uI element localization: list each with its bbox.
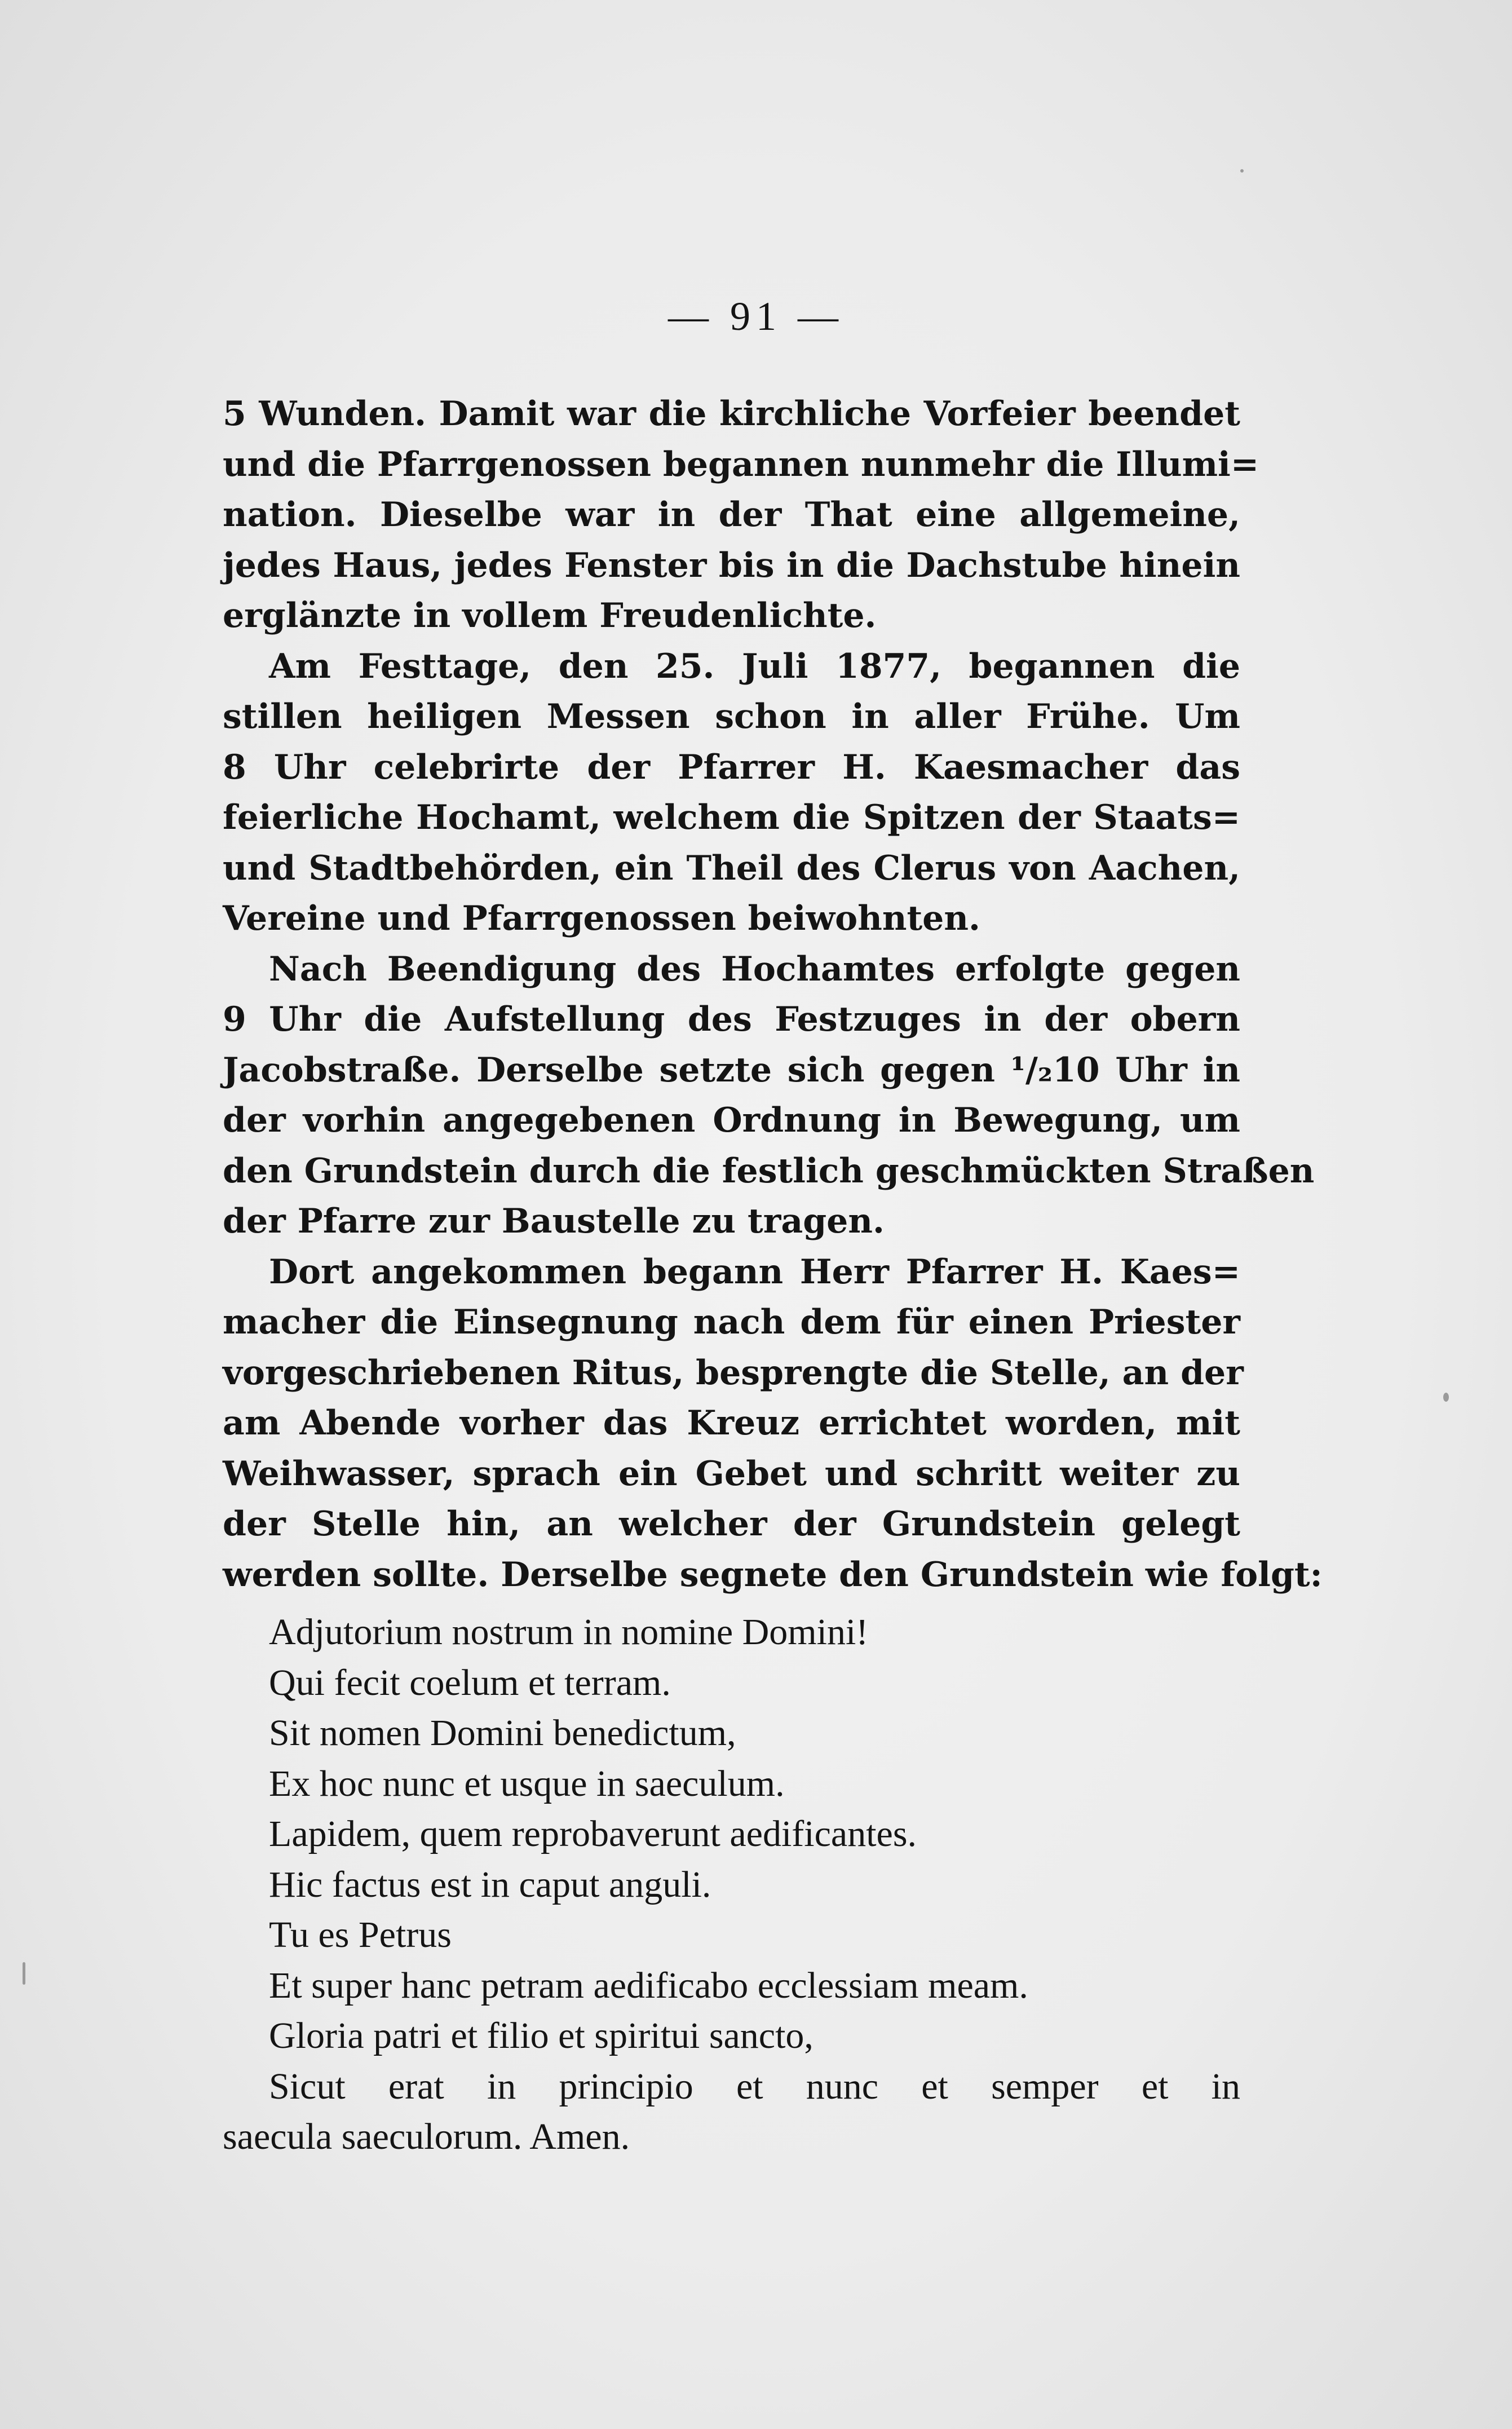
body-text [223,389,1323,1600]
text-line: der Stelle hin, an welcher der Grundstein gelegt [223,1504,1240,1544]
text-line: Jacobstraße. Derselbe setzte sich gegen ¹/₂10 Uhr in [223,1050,1240,1090]
text-line: nation. Dieselbe war in der That eine allgemeine, [223,495,1240,535]
text-line: werden sollte. Derselbe segnete den Grundstein wie folgt: [223,1554,1323,1595]
text-line: den Grundstein durch die festlich geschmückten Straßen [223,1151,1315,1191]
text-line: und die Pfarrgenossen begannen nunmehr die Illumi= [223,444,1259,484]
text-line: feierliche Hochamt, welchem die Spitzen der Staats= [223,798,1240,837]
text-line: jedes Haus, jedes Fenster bis in die Dachstube hinein [223,545,1240,585]
text-line: am Abende vorher das Kreuz errichtet worden, mit [223,1403,1240,1443]
text-line: Vereine und Pfarrgenossen beiwohnten. [223,899,980,938]
text-line: Am Festtage, den 25. Juli 1877, begannen die [269,646,1240,686]
latin-line: Adjutorium nostrum in nomine Domini! [269,1611,869,1653]
paper-speck [23,1962,25,1985]
text-line: Dort angekommen begann Herr Pfarrer H. Kaes= [269,1252,1240,1292]
latin-line: Sicut erat in principio et nunc et semper et in [269,2065,1240,2107]
latin-line: saecula saeculorum. Amen. [223,2116,630,2157]
latin-line: Hic factus est in caput anguli. [269,1863,711,1905]
latin-blessing [223,1607,1240,2162]
page-number: — 91 — [668,294,844,339]
latin-line: Sit nomen Domini benedictum, [269,1712,736,1754]
text-line: 9 Uhr die Aufstellung des Festzuges in der obern [223,1000,1240,1039]
text-line: 8 Uhr celebrirte der Pfarrer H. Kaesmacher das [223,747,1240,787]
text-line: macher die Einsegnung nach dem für einen Priester [223,1302,1240,1342]
latin-line: Tu es Petrus [269,1914,452,1955]
text-line: 5 Wunden. Damit war die kirchliche Vorfeier beendet [223,394,1240,434]
text-line: Weihwasser, sprach ein Gebet und schritt weiter zu [223,1454,1240,1494]
text-line: und Stadtbehörden, ein Theil des Clerus von Aachen, [223,848,1240,888]
latin-line: Et super hanc petram aedificabo ecclessiam meam. [269,1964,1028,2006]
latin-line: Lapidem, quem reprobaverunt aedificantes. [269,1813,917,1854]
text-line: der Pfarre zur Baustelle zu tragen. [223,1202,885,1241]
text-line: vorgeschriebenen Ritus, besprengte die Stelle, an der [223,1353,1244,1393]
latin-line: Qui fecit coelum et terram. [269,1662,671,1703]
paper-speck [1443,1393,1449,1402]
text-line: Nach Beendigung des Hochamtes erfolgte gegen [269,949,1240,989]
text-line: erglänzte in vollem Freudenlichte. [223,596,877,635]
text-line: stillen heiligen Messen schon in aller Frühe. Um [223,697,1240,736]
latin-line: Gloria patri et filio et spiritui sancto, [269,2015,814,2056]
text-line: der vorhin angegebenen Ordnung in Bewegung, um [223,1101,1240,1140]
latin-line: Ex hoc nunc et usque in saeculum. [269,1763,785,1804]
paper-speck [1240,169,1244,173]
